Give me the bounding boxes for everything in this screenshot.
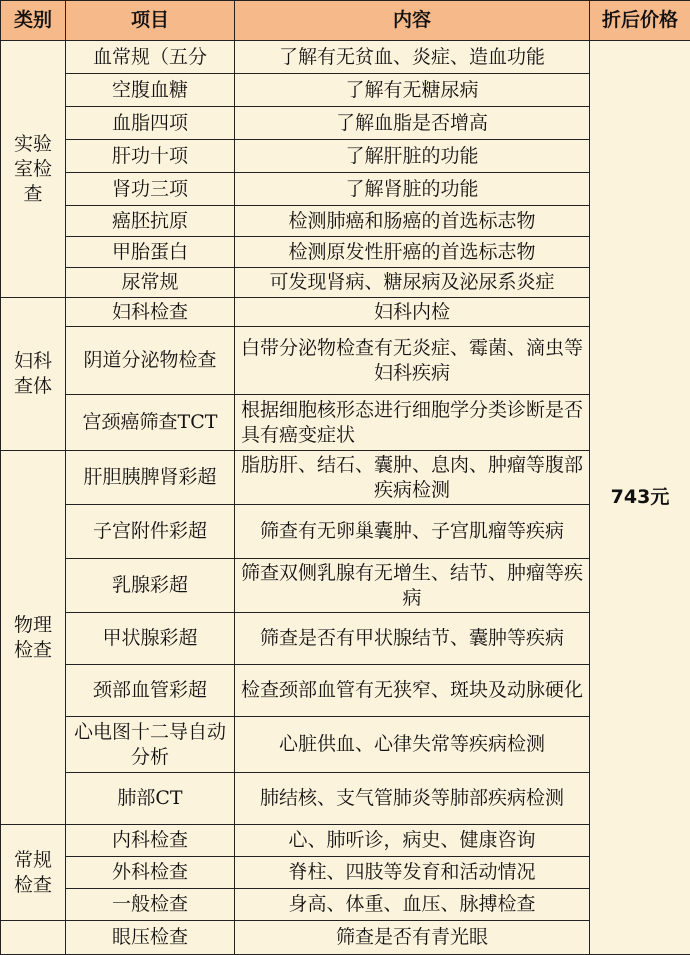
item-cell: 内科检查: [66, 825, 235, 857]
item-cell: 空腹血糖: [66, 74, 235, 107]
content-cell: 筛查有无卵巢囊肿、子宫肌瘤等疾病: [235, 505, 590, 559]
content-cell: 了解肾脏的功能: [235, 173, 590, 206]
content-cell: 脊柱、四肢等发育和活动情况: [235, 857, 590, 889]
table-row: [1, 505, 690, 559]
item-cell: 一般检查: [66, 889, 235, 921]
table-row: [1, 140, 690, 173]
header-category: 类别: [1, 1, 66, 41]
price-cell: 743元: [590, 41, 690, 955]
content-cell: 根据细胞核形态进行细胞学分类诊断是否具有癌变症状: [235, 395, 590, 451]
table-row: [1, 327, 690, 395]
content-cell: 筛查是否有甲状腺结节、囊肿等疾病: [235, 613, 590, 665]
item-cell: 血脂四项: [66, 107, 235, 140]
item-cell: 肝胆胰脾肾彩超: [66, 451, 235, 505]
item-cell: 尿常规: [66, 268, 235, 298]
table-row: [1, 268, 690, 298]
item-cell: 肺部CT: [66, 773, 235, 825]
content-cell: 检测原发性肝癌的首选标志物: [235, 237, 590, 268]
category-empty: [1, 921, 66, 955]
item-cell: 肾功三项: [66, 173, 235, 206]
table-row: [1, 451, 690, 505]
category-gynecology: 妇科查体: [1, 298, 66, 451]
header-item: 项目: [66, 1, 235, 41]
table-row: [1, 206, 690, 237]
item-cell: 心电图十二导自动分析: [66, 717, 235, 773]
content-cell: 妇科内检: [235, 298, 590, 327]
item-cell: 阴道分泌物检查: [66, 327, 235, 395]
content-cell: 检查颈部血管有无狭窄、斑块及动脉硬化: [235, 665, 590, 717]
table-row: [1, 107, 690, 140]
table-row: [1, 74, 690, 107]
content-cell: 可发现肾病、糖尿病及泌尿系炎症: [235, 268, 590, 298]
content-cell: 检测肺癌和肠癌的首选标志物: [235, 206, 590, 237]
header-price: 折后价格: [590, 1, 690, 41]
item-cell: 甲状腺彩超: [66, 613, 235, 665]
table-row: [1, 857, 690, 889]
table-row: [1, 41, 690, 74]
table-row: [1, 773, 690, 825]
content-cell: 身高、体重、血压、脉搏检查: [235, 889, 590, 921]
content-cell: 心脏供血、心律失常等疾病检测: [235, 717, 590, 773]
header-content: 内容: [235, 1, 590, 41]
item-cell: 血常规（五分: [66, 41, 235, 74]
content-cell: 了解血脂是否增高: [235, 107, 590, 140]
item-cell: 妇科检查: [66, 298, 235, 327]
content-cell: 了解有无贫血、炎症、造血功能: [235, 41, 590, 74]
table-row: [1, 613, 690, 665]
item-cell: 外科检查: [66, 857, 235, 889]
item-cell: 颈部血管彩超: [66, 665, 235, 717]
table-row: [1, 921, 690, 955]
item-cell: 子宫附件彩超: [66, 505, 235, 559]
item-cell: 眼压检查: [66, 921, 235, 955]
item-cell: 甲胎蛋白: [66, 237, 235, 268]
content-cell: 脂肪肝、结石、囊肿、息肉、肿瘤等腹部疾病检测: [235, 451, 590, 505]
table-row: [1, 237, 690, 268]
content-cell: 了解肝脏的功能: [235, 140, 590, 173]
table-row: [1, 559, 690, 613]
item-cell: 乳腺彩超: [66, 559, 235, 613]
table-row: [1, 825, 690, 857]
category-physical: 物理检查: [1, 451, 66, 825]
content-cell: 白带分泌物检查有无炎症、霉菌、滴虫等妇科疾病: [235, 327, 590, 395]
content-cell: 筛查是否有青光眼: [235, 921, 590, 955]
item-cell: 肝功十项: [66, 140, 235, 173]
content-cell: 筛查双侧乳腺有无增生、结节、肿瘤等疾病: [235, 559, 590, 613]
table-row: [1, 298, 690, 327]
table-row: [1, 717, 690, 773]
content-cell: 了解有无糖尿病: [235, 74, 590, 107]
content-cell: 肺结核、支气管肺炎等肺部疾病检测: [235, 773, 590, 825]
table-header-row: [1, 1, 690, 41]
item-cell: 癌胚抗原: [66, 206, 235, 237]
table-row: [1, 889, 690, 921]
category-routine: 常规检查: [1, 825, 66, 921]
table-row: [1, 665, 690, 717]
item-cell: 宫颈癌筛查TCT: [66, 395, 235, 451]
category-lab: 实验室检查: [1, 41, 66, 298]
content-cell: 心、肺听诊，病史、健康咨询: [235, 825, 590, 857]
table-row: [1, 395, 690, 451]
table-row: [1, 173, 690, 206]
